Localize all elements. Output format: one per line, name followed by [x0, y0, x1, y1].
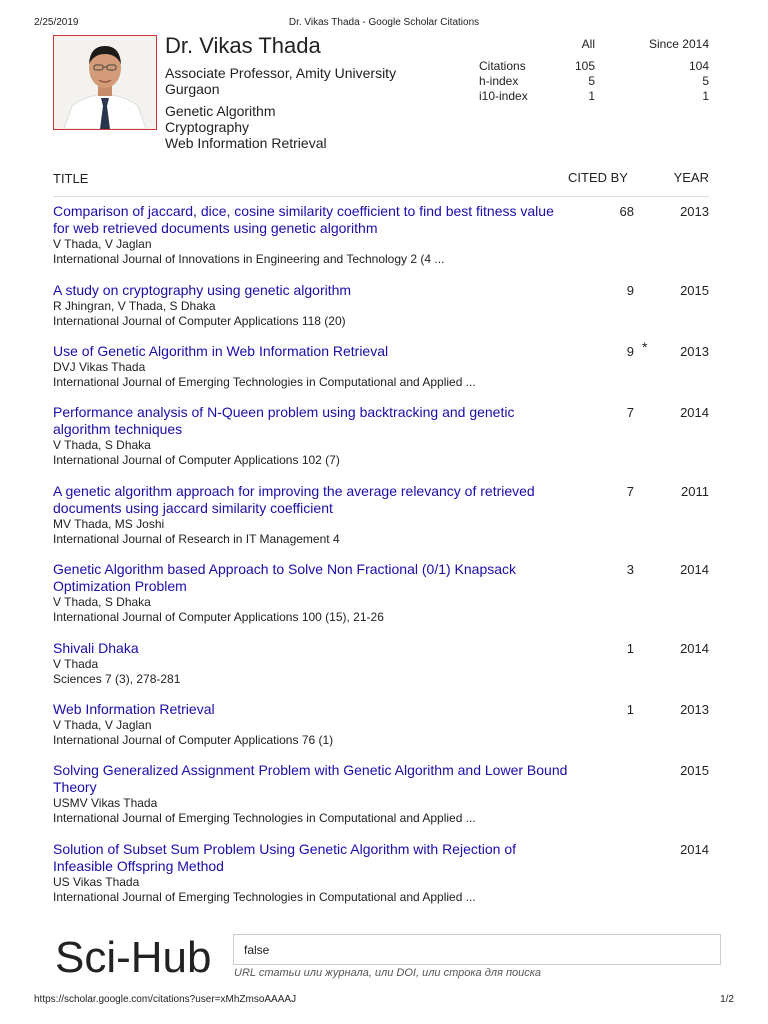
publication-title-link[interactable]: Web Information Retrieval — [53, 701, 215, 717]
publication-row — [53, 483, 709, 547]
publication-title-link[interactable]: Comparison of jaccard, dice, cosine similarity coefficient to find best fitness value for web retrieved documents using genetic algorithm — [53, 203, 554, 236]
stats-label: i10-index — [479, 89, 528, 103]
publication-venue: International Journal of Computer Applications 102 (7) — [53, 453, 340, 467]
publication-year: 2014 — [680, 562, 709, 577]
stats-row-h-index — [479, 74, 709, 89]
column-year[interactable]: YEAR — [673, 170, 709, 185]
print-footer — [34, 994, 734, 1008]
publication-year: 2015 — [680, 763, 709, 778]
print-date: 2/25/2019 — [34, 17, 79, 28]
publication-row — [53, 701, 709, 748]
stats-header — [479, 37, 709, 59]
cited-by-count[interactable]: 3 — [626, 562, 634, 577]
publication-venue: International Journal of Emerging Technologies in Computational and Applied ... — [53, 811, 476, 825]
stats-label: Citations — [479, 59, 526, 73]
publication-authors: V Thada — [53, 657, 99, 671]
stats-all: 5 — [588, 74, 595, 88]
merged-citation-marker: * — [642, 339, 648, 355]
profile-affiliation — [165, 65, 455, 97]
citation-stats-table — [479, 37, 709, 104]
publication-row — [53, 762, 709, 826]
publication-year: 2015 — [680, 283, 709, 298]
publication-authors: V Thada, S Dhaka — [53, 438, 151, 452]
publication-authors: R Jhingran, V Thada, S Dhaka — [53, 299, 216, 313]
publication-title-link[interactable]: Use of Genetic Algorithm in Web Information Retrieval — [53, 343, 389, 359]
publication-year: 2011 — [681, 484, 709, 499]
publication-title-link[interactable]: Performance analysis of N-Queen problem using backtracking and genetic algorithm techniques — [53, 404, 515, 437]
publication-venue: International Journal of Innovations in Engineering and Technology 2 (4 ... — [53, 252, 445, 266]
publication-row — [53, 203, 709, 267]
profile-interests — [165, 103, 455, 151]
cited-by-count[interactable]: 9 — [626, 283, 634, 298]
publication-venue: International Journal of Computer Applications 76 (1) — [53, 733, 334, 747]
publication-row — [53, 841, 709, 905]
publication-venue: International Journal of Emerging Technologies in Computational and Applied ... — [53, 890, 476, 904]
stats-since: 5 — [702, 74, 709, 88]
stats-label: h-index — [479, 74, 519, 88]
cited-by-count[interactable]: 68 — [619, 204, 634, 219]
stats-since: 1 — [702, 89, 709, 103]
publication-authors: DVJ Vikas Thada — [53, 360, 146, 374]
publication-title-link[interactable]: A study on cryptography using genetic algorithm — [53, 282, 352, 298]
cited-by-count[interactable]: 7 — [626, 405, 634, 420]
print-header — [34, 17, 734, 31]
publications-header — [53, 170, 709, 197]
stats-since: 104 — [688, 59, 709, 73]
publication-row — [53, 339, 709, 390]
publication-venue: Sciences 7 (3), 278-281 — [53, 672, 181, 686]
publication-title-link[interactable]: Genetic Algorithm based Approach to Solve Non Fractional (0/1) Knapsack Optimization Problem — [53, 561, 517, 594]
publication-venue: International Journal of Emerging Technologies in Computational and Applied ... — [53, 375, 476, 389]
publication-row — [53, 561, 709, 625]
affiliation-line: Associate Professor, Amity University — [165, 65, 397, 81]
publication-year: 2014 — [680, 405, 709, 420]
profile-name: Dr. Vikas Thada — [165, 33, 321, 58]
publication-title-link[interactable]: Solving Generalized Assignment Problem with Genetic Algorithm and Lower Bound Theory — [53, 762, 568, 795]
print-url: https://scholar.google.com/citations?user=xMhZmsoAAAAJ — [34, 994, 297, 1005]
interest-link[interactable]: Cryptography — [165, 119, 250, 135]
scihub-search-input[interactable] — [233, 934, 721, 965]
cited-by-count[interactable]: 1 — [626, 702, 634, 717]
interest-link[interactable]: Genetic Algorithm — [165, 103, 276, 119]
publication-year: 2014 — [680, 641, 709, 656]
print-page-title: Dr. Vikas Thada - Google Scholar Citations — [288, 17, 480, 28]
profile-photo — [53, 35, 157, 130]
publication-title-link[interactable]: A genetic algorithm approach for improving the average relevancy of retrieved documents using jaccard similarity coefficient — [53, 483, 535, 516]
scihub-search-hint: URL статьи или журнала, или DOI, или строка для поиска — [234, 967, 542, 979]
interest-link[interactable]: Web Information Retrieval — [165, 135, 327, 151]
print-page-number: 1/2 — [720, 994, 734, 1005]
cited-by-count[interactable]: 9 — [626, 344, 634, 359]
stats-all: 105 — [574, 59, 595, 73]
publication-year: 2014 — [680, 842, 709, 857]
publication-authors: V Thada, V Jaglan — [53, 237, 152, 251]
publication-year: 2013 — [680, 204, 709, 219]
publication-title-link[interactable]: Solution of Subset Sum Problem Using Genetic Algorithm with Rejection of Infeasible Offspring Method — [53, 841, 517, 874]
publication-venue: International Journal of Research in IT Management 4 — [53, 532, 340, 546]
column-title[interactable]: TITLE — [53, 171, 89, 186]
stats-row-citations — [479, 59, 709, 74]
publication-venue: International Journal of Computer Applications 118 (20) — [53, 314, 346, 328]
avatar-image-icon — [54, 36, 156, 129]
publication-year: 2013 — [680, 344, 709, 359]
publication-authors: V Thada, V Jaglan — [53, 718, 152, 732]
publication-row — [53, 640, 709, 687]
publication-venue: International Journal of Computer Applications 100 (15), 21-26 — [53, 610, 384, 624]
column-cited-by[interactable]: CITED BY — [568, 170, 628, 185]
publication-row — [53, 404, 709, 468]
stats-col-since: Since 2014 — [648, 37, 709, 51]
stats-row-i10-index — [479, 89, 709, 104]
publication-authors: US Vikas Thada — [53, 875, 140, 889]
publication-title-link[interactable]: Shivali Dhaka — [53, 640, 139, 656]
publication-authors: USMV Vikas Thada — [53, 796, 158, 810]
cited-by-count[interactable]: 1 — [626, 641, 634, 656]
stats-all: 1 — [588, 89, 595, 103]
stats-col-all: All — [581, 37, 595, 51]
scihub-logo[interactable]: Sci-Hub — [55, 933, 212, 982]
publication-row — [53, 282, 709, 329]
cited-by-count[interactable]: 7 — [626, 484, 634, 499]
publication-authors: MV Thada, MS Joshi — [53, 517, 165, 531]
profile-info — [165, 33, 455, 151]
publication-year: 2013 — [680, 702, 709, 717]
affiliation-line: Gurgaon — [165, 81, 220, 97]
publication-authors: V Thada, S Dhaka — [53, 595, 151, 609]
